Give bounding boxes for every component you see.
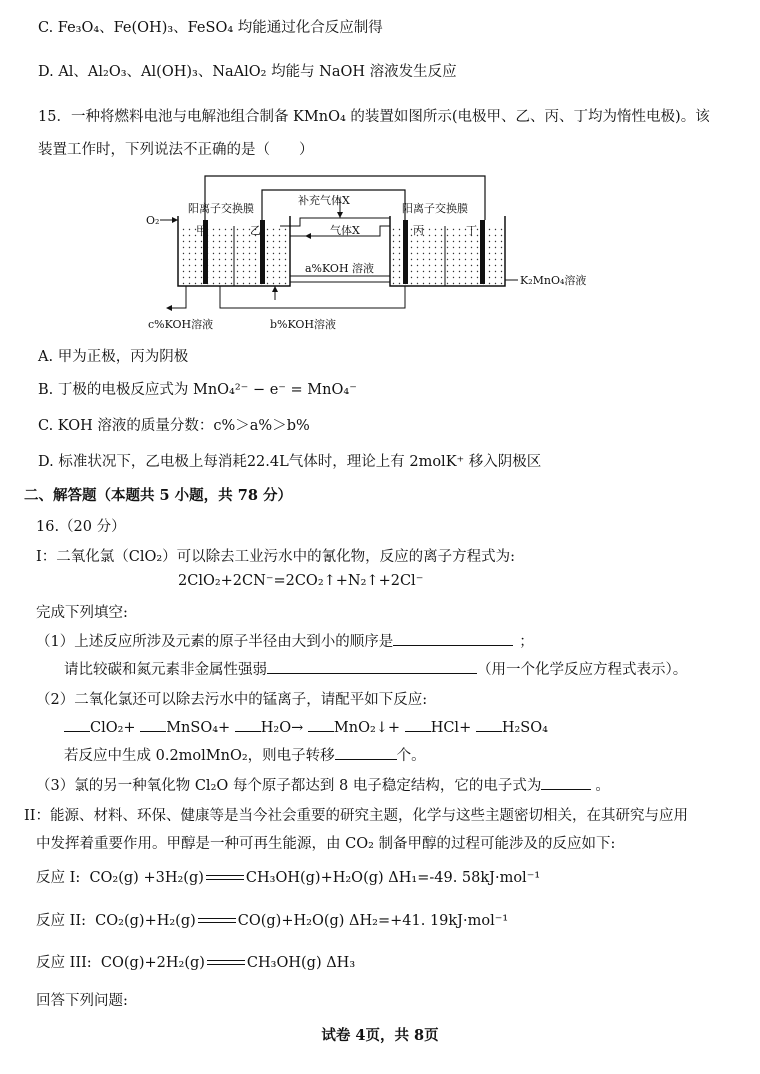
electrode-bing (403, 220, 408, 284)
label-jia: 甲 (196, 224, 207, 237)
equilibrium-arrow-icon (198, 916, 236, 926)
question-15-stem-2: 装置工作时，下列说法不正确的是（ ） (38, 142, 314, 158)
gas-x-label: 气体X (330, 224, 360, 237)
o2-label: O₂ (146, 214, 160, 227)
option-15d: D. 标准状况下，乙电极上每消耗22.4L气体时，理论上有 2molK⁺ 移入阴极区 (38, 454, 542, 470)
reaction-1: 反应 I: CO₂(g) +3H₂(g) CH₃OH(g)+H₂O(g) ΔH₁=-49. 58kJ·mol⁻¹ (36, 870, 541, 886)
option-15c: C. KOH 溶液的质量分数：c%＞a%＞b% (38, 418, 310, 434)
electrolysis-cell (390, 216, 505, 286)
question-15-stem-1: 15．一种将燃料电池与电解池组合制备 KMnO₄ 的装置如图所示(电极甲、乙、丙、丁均为惰性电极)。该 (38, 109, 710, 125)
c-koh-label: c%KOH溶液 (148, 318, 214, 331)
page-footer: 试卷 4页，共 8页 (321, 1027, 439, 1044)
part2-line2: 中发挥着重要作用。甲醇是一种可再生能源，由 CO₂ 制备甲醇的过程可能涉及的反应如下: (36, 836, 616, 852)
supplement-gas-label: 补充气体X (298, 194, 350, 207)
label-ding: 丁 (466, 224, 477, 237)
reaction-2: 反应 II: CO₂(g)+H₂(g) CO(g)+H₂O(g) ΔH₂=+41. 19kJ·mol⁻¹ (36, 913, 509, 929)
fuel-cell (178, 216, 290, 286)
q3-electron-formula: （3）氯的另一种氧化物 Cl₂O 每个原子都达到 8 电子稳定结构，它的电子式为 。 (36, 774, 610, 795)
equilibrium-arrow-icon (207, 958, 245, 968)
part1-intro: I：二氧化氯（ClO₂）可以除去工业污水中的氰化物，反应的离子方程式为: (36, 549, 516, 565)
section-heading: 二、解答题（本题共 5 小题，共 78 分） (24, 487, 292, 504)
option-14c: C. Fe₃O₄、Fe(OH)₃、FeSO₄ 均能通过化合反应制得 (38, 20, 383, 36)
option-15a: A. 甲为正极，丙为阴极 (38, 349, 189, 365)
electrode-ding (480, 220, 485, 284)
q2-transfer: 若反应中生成 0.2molMnO₂，则电子转移 个。 (64, 744, 426, 765)
q1-radius: （1）上述反应所涉及元素的原子半径由大到小的顺序是 ； (36, 630, 534, 651)
fill-prompt: 完成下列填空: (36, 605, 128, 621)
ionic-equation: 2ClO₂+2CN⁻=2CO₂↑+N₂↑+2Cl⁻ (178, 573, 424, 589)
answer-prompt: 回答下列问题: (36, 993, 128, 1009)
option-14d: D. Al、Al₂O₃、Al(OH)₃、NaAlO₂ 均能与 NaOH 溶液发生反应 (38, 64, 457, 80)
q1-nonmetal: 请比较碳和氮元素非金属性强弱 （用一个化学反应方程式表示）。 (64, 658, 687, 679)
equilibrium-arrow-icon (206, 873, 244, 883)
label-bing: 丙 (413, 224, 424, 237)
electrolysis-diagram (140, 168, 590, 338)
b-koh-label: b%KOH溶液 (270, 318, 337, 331)
question-16-number: 16.（20 分） (36, 519, 126, 535)
reaction-3: 反应 III: CO(g)+2H₂(g) CH₃OH(g) ΔH₃ (36, 955, 356, 971)
part2-line1: II：能源、材料、环保、健康等是当今社会重要的研究主题，化学与这些主题密切相关，在其研究与应用 (24, 808, 688, 824)
membrane-label-right: 阳离子交换膜 (402, 202, 468, 215)
membrane-label-left: 阳离子交换膜 (188, 202, 254, 215)
q2-intro: （2）二氧化氯还可以除去污水中的锰离子，请配平如下反应: (36, 692, 428, 708)
label-yi: 乙 (250, 224, 261, 237)
option-15b: B. 丁极的电极反应式为 MnO₄²⁻ − e⁻ = MnO₄⁻ (38, 382, 357, 398)
q2-balance: ClO₂+ MnSO₄+ H₂O→ MnO₂↓+ HCl+ H₂SO₄ (64, 716, 548, 736)
k2mno4-label: K₂MnO₄溶液 (520, 274, 587, 287)
a-koh-label: a%KOH 溶液 (305, 262, 375, 275)
